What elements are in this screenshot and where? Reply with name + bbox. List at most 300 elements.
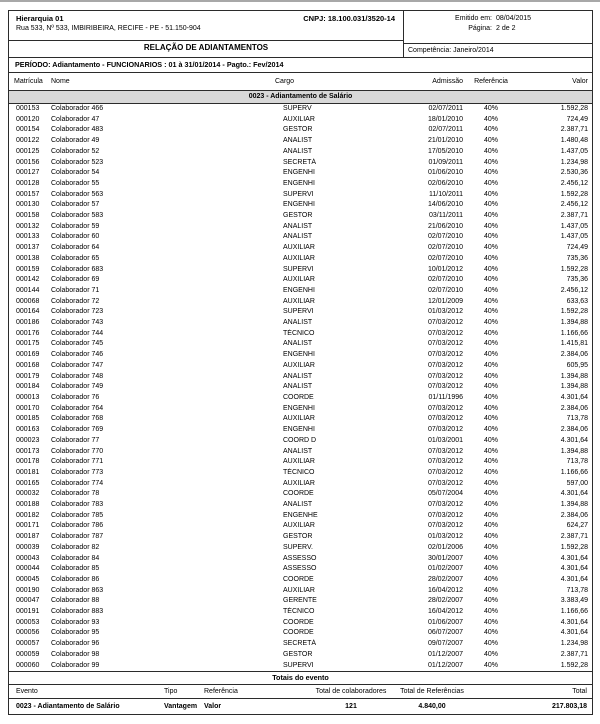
cell-valor: 1.394,88 <box>560 501 588 509</box>
cell-matricula: 000178 <box>16 458 40 466</box>
cell-valor: 1.394,88 <box>560 447 588 455</box>
cell-nome: Colaborador 523 <box>51 158 104 166</box>
cell-valor: 4.301,64 <box>560 575 588 583</box>
cell-matricula: 000170 <box>16 404 40 412</box>
cell-admissao: 01/11/1996 <box>428 393 463 401</box>
cell-matricula: 000173 <box>16 447 40 455</box>
cell-referencia: 40% <box>483 608 498 616</box>
cell-valor: 2.387,71 <box>560 212 588 220</box>
table-row <box>9 639 592 650</box>
cell-cargo: ASSESSO <box>283 554 317 562</box>
cell-nome: Colaborador 770 <box>51 447 104 455</box>
cell-referencia: 40% <box>483 115 498 123</box>
cell-valor: 735,36 <box>566 254 588 262</box>
cell-referencia: 40% <box>483 533 498 541</box>
cell-admissao: 28/02/2007 <box>427 575 463 583</box>
cell-matricula: 000142 <box>16 276 40 284</box>
cell-valor: 1.415,81 <box>560 340 588 348</box>
cell-nome: Colaborador 52 <box>51 147 100 155</box>
cell-valor: 713,78 <box>566 586 588 594</box>
table-row <box>9 254 592 265</box>
cell-cargo: COORDE <box>283 575 314 583</box>
table-row <box>9 511 592 522</box>
company-cnpj: CNPJ: 18.100.031/3520-14 <box>303 14 395 23</box>
totals-col-total-referencias: Total de Referências <box>399 685 499 699</box>
table-row <box>9 414 592 425</box>
cell-nome: Colaborador 787 <box>51 533 104 541</box>
cell-cargo: SUPERVI <box>283 661 314 669</box>
cell-valor: 2.387,71 <box>560 533 588 541</box>
cell-referencia: 40% <box>483 297 498 305</box>
cell-cargo: AUXILIAR <box>283 297 315 305</box>
table-row <box>9 404 592 415</box>
table-row <box>9 115 592 126</box>
cell-valor: 1.394,88 <box>560 383 588 391</box>
page-number: 2 de 2 <box>496 25 516 32</box>
cell-cargo: SECRETÁ <box>283 158 317 166</box>
cell-cargo: AUXILIAR <box>283 276 315 284</box>
cell-referencia: 40% <box>483 126 498 134</box>
cell-matricula: 000045 <box>16 575 40 583</box>
cell-matricula: 000122 <box>16 137 40 145</box>
cell-matricula: 000057 <box>16 640 40 648</box>
totals-col-tipo: Tipo <box>157 685 197 699</box>
cell-cargo: GERENTE <box>283 597 317 605</box>
cell-valor: 2.387,71 <box>560 650 588 658</box>
cell-admissao: 07/03/2012 <box>427 458 463 466</box>
totals-title: Totais do evento <box>9 671 592 685</box>
cell-matricula: 000158 <box>16 212 40 220</box>
cell-nome: Colaborador 769 <box>51 426 104 434</box>
cell-referencia: 40% <box>483 575 498 583</box>
cell-nome: Colaborador 723 <box>51 308 104 316</box>
col-header-cargo: Cargo <box>267 73 355 91</box>
cell-matricula: 000186 <box>16 319 40 327</box>
table-row <box>9 222 592 233</box>
table-row <box>9 104 592 115</box>
header-left-section <box>9 11 404 57</box>
cell-matricula: 000191 <box>16 608 40 616</box>
cell-valor: 605,95 <box>566 361 588 369</box>
totals-colaboradores-value: 121 <box>345 703 357 711</box>
totals-col-referencia: Referência <box>197 685 247 699</box>
cell-cargo: TÉCNICO <box>283 468 315 476</box>
cell-matricula: 000163 <box>16 426 40 434</box>
cell-valor: 2.384,06 <box>560 511 588 519</box>
cell-matricula: 000053 <box>16 618 40 626</box>
cell-cargo: SUPERVI <box>283 190 314 198</box>
cell-nome: Colaborador 96 <box>51 640 100 648</box>
cell-cargo: AUXILIAR <box>283 115 315 123</box>
cell-nome: Colaborador 84 <box>51 554 100 562</box>
cell-admissao: 07/03/2012 <box>427 361 463 369</box>
cell-matricula: 000181 <box>16 468 40 476</box>
cell-referencia: 40% <box>483 212 498 220</box>
cell-cargo: AUXILIAR <box>283 458 315 466</box>
cell-admissao: 30/01/2007 <box>427 554 463 562</box>
cell-matricula: 000168 <box>16 361 40 369</box>
cell-referencia: 40% <box>483 147 498 155</box>
cell-admissao: 05/07/2004 <box>427 490 463 498</box>
cell-valor: 1.437,05 <box>560 233 588 241</box>
cell-valor: 2.384,06 <box>560 426 588 434</box>
cell-admissao: 01/12/2007 <box>427 650 463 658</box>
cell-referencia: 40% <box>483 201 498 209</box>
cell-cargo: AUXILIAR <box>283 415 315 423</box>
cell-referencia: 40% <box>483 137 498 145</box>
cell-referencia: 40% <box>483 254 498 262</box>
cell-admissao: 03/11/2011 <box>429 212 463 220</box>
cell-matricula: 000171 <box>16 522 40 530</box>
cell-referencia: 40% <box>483 372 498 380</box>
cell-matricula: 000182 <box>16 511 40 519</box>
cell-nome: Colaborador 745 <box>51 340 104 348</box>
cell-nome: Colaborador 49 <box>51 137 100 145</box>
cell-matricula: 000138 <box>16 254 40 262</box>
cell-valor: 2.456,12 <box>560 201 588 209</box>
cell-valor: 1.592,28 <box>560 190 588 198</box>
cell-nome: Colaborador 99 <box>51 661 100 669</box>
cell-matricula: 000165 <box>16 479 40 487</box>
cell-referencia: 40% <box>483 383 498 391</box>
cell-cargo: ENGENHE <box>283 511 318 519</box>
cell-referencia: 40% <box>483 565 498 573</box>
cell-matricula: 000032 <box>16 490 40 498</box>
cell-matricula: 000187 <box>16 533 40 541</box>
cell-nome: Colaborador 95 <box>51 629 100 637</box>
cell-admissao: 07/03/2012 <box>427 383 463 391</box>
cell-admissao: 02/07/2011 <box>428 126 463 134</box>
cell-cargo: ANALIST <box>283 372 313 380</box>
cell-cargo: ANALIST <box>283 147 313 155</box>
cell-admissao: 02/07/2010 <box>427 244 463 252</box>
cell-cargo: COORD D <box>283 436 317 444</box>
cell-admissao: 02/07/2011 <box>428 105 463 112</box>
cell-referencia: 40% <box>483 468 498 476</box>
table-row <box>9 425 592 436</box>
cell-matricula: 000125 <box>16 147 40 155</box>
table-row <box>9 211 592 222</box>
cell-cargo: GESTOR <box>283 212 313 220</box>
cell-admissao: 11/10/2011 <box>429 190 463 198</box>
page-label: Página: <box>468 25 492 32</box>
table-row <box>9 232 592 243</box>
table-row <box>9 361 592 372</box>
cell-nome: Colaborador 93 <box>51 618 100 626</box>
cell-matricula: 000133 <box>16 233 40 241</box>
cell-cargo: COORDE <box>283 629 314 637</box>
cell-cargo: AUXILIAR <box>283 254 315 262</box>
cell-valor: 3.383,49 <box>560 597 588 605</box>
totals-referencia-value: Valor <box>204 703 222 711</box>
event-section-title: 0023 - Adiantamento de Salário <box>9 91 592 104</box>
emission-block <box>404 11 592 44</box>
cell-referencia: 40% <box>483 479 498 487</box>
cell-admissao: 07/03/2012 <box>427 372 463 380</box>
table-row <box>9 200 592 211</box>
table-row <box>9 286 592 297</box>
cell-nome: Colaborador 771 <box>51 458 104 466</box>
cell-cargo: TÉCNICO <box>283 329 315 337</box>
cell-admissao: 02/07/2010 <box>427 233 463 241</box>
cell-cargo: ANALIST <box>283 137 313 145</box>
cell-nome: Colaborador 747 <box>51 361 104 369</box>
table-row <box>9 479 592 490</box>
table-row <box>9 329 592 340</box>
cell-referencia: 40% <box>483 618 498 626</box>
cell-nome: Colaborador 59 <box>51 222 100 230</box>
cell-referencia: 40% <box>483 597 498 605</box>
cell-admissao: 01/03/2012 <box>427 533 463 541</box>
cell-admissao: 17/05/2010 <box>427 147 463 155</box>
cell-valor: 4.301,64 <box>560 618 588 626</box>
cell-referencia: 40% <box>483 586 498 594</box>
totals-col-total: Total <box>499 685 592 699</box>
cell-referencia: 40% <box>483 158 498 166</box>
cell-cargo: ASSESSO <box>283 565 317 573</box>
cell-cargo: SUPERVI <box>283 265 314 273</box>
cell-nome: Colaborador 583 <box>51 212 104 220</box>
cell-nome: Colaborador 86 <box>51 575 100 583</box>
cell-cargo: ENGENHI <box>283 426 315 434</box>
col-header-admissao: Admissão <box>355 73 465 91</box>
company-address: Rua 533, Nº 533, IMBIRIBEIRA, RECIFE - PE - 51.150-904 <box>16 25 201 32</box>
cell-admissao: 07/03/2012 <box>427 501 463 509</box>
cell-valor: 713,78 <box>566 458 588 466</box>
cell-valor: 1.166,66 <box>560 468 588 476</box>
cell-valor: 4.301,64 <box>560 490 588 498</box>
cell-nome: Colaborador 57 <box>51 201 100 209</box>
cell-matricula: 000130 <box>16 201 40 209</box>
cell-referencia: 40% <box>483 233 498 241</box>
cell-referencia: 40% <box>483 340 498 348</box>
cell-valor: 1.592,28 <box>560 543 588 551</box>
cell-cargo: ENGENHI <box>283 179 315 187</box>
table-row <box>9 125 592 136</box>
cell-matricula: 000128 <box>16 179 40 187</box>
cell-cargo: AUXILIAR <box>283 586 315 594</box>
cell-admissao: 07/03/2012 <box>427 351 463 359</box>
cell-admissao: 07/03/2012 <box>427 468 463 476</box>
table-row <box>9 339 592 350</box>
table-row <box>9 318 592 329</box>
table-row <box>9 564 592 575</box>
table-row <box>9 307 592 318</box>
cell-cargo: ANALIST <box>283 233 313 241</box>
cell-matricula: 000023 <box>16 436 40 444</box>
cell-valor: 1.394,88 <box>560 372 588 380</box>
cell-nome: Colaborador 744 <box>51 329 104 337</box>
table-header-row <box>9 73 592 91</box>
cell-cargo: ANALIST <box>283 222 313 230</box>
cell-matricula: 000164 <box>16 308 40 316</box>
cell-referencia: 40% <box>483 179 498 187</box>
table-row <box>9 532 592 543</box>
totals-evento-value: 0023 - Adiantamento de Salário <box>16 703 120 711</box>
table-row <box>9 190 592 201</box>
cell-valor: 624,27 <box>566 522 588 530</box>
cell-referencia: 40% <box>483 308 498 316</box>
table-row <box>9 393 592 404</box>
table-row <box>9 436 592 447</box>
cell-valor: 2.384,06 <box>560 351 588 359</box>
cell-nome: Colaborador 54 <box>51 169 100 177</box>
cell-admissao: 01/12/2007 <box>427 661 463 669</box>
cell-matricula: 000060 <box>16 661 40 669</box>
cell-cargo: ANALIST <box>283 340 313 348</box>
cell-nome: Colaborador 88 <box>51 597 100 605</box>
table-row <box>9 168 592 179</box>
cell-valor: 724,49 <box>566 244 588 252</box>
cell-valor: 1.234,98 <box>560 640 588 648</box>
cell-valor: 597,00 <box>566 479 588 487</box>
cell-referencia: 40% <box>483 543 498 551</box>
cell-cargo: COORDE <box>283 490 314 498</box>
cell-referencia: 40% <box>483 393 498 401</box>
cell-referencia: 40% <box>483 276 498 284</box>
cell-matricula: 000159 <box>16 265 40 273</box>
cell-referencia: 40% <box>483 329 498 337</box>
cell-referencia: 40% <box>483 629 498 637</box>
table-row <box>9 650 592 661</box>
cell-cargo: GESTOR <box>283 126 313 134</box>
col-header-valor: Valor <box>517 73 592 91</box>
cell-cargo: SECRETÁ <box>283 640 317 648</box>
cell-nome: Colaborador 72 <box>51 297 100 305</box>
cell-nome: Colaborador 55 <box>51 179 100 187</box>
cell-matricula: 000184 <box>16 383 40 391</box>
cell-admissao: 07/03/2012 <box>427 319 463 327</box>
cell-valor: 2.456,12 <box>560 179 588 187</box>
cell-referencia: 40% <box>483 265 498 273</box>
emitted-label: Emitido em: <box>455 15 492 22</box>
cell-referencia: 40% <box>483 426 498 434</box>
cell-referencia: 40% <box>483 511 498 519</box>
cell-valor: 633,63 <box>566 297 588 305</box>
cell-matricula: 000176 <box>16 329 40 337</box>
table-row <box>9 500 592 511</box>
cell-nome: Colaborador 748 <box>51 372 104 380</box>
cell-valor: 1.437,05 <box>560 147 588 155</box>
cell-referencia: 40% <box>483 415 498 423</box>
cell-referencia: 40% <box>483 447 498 455</box>
cell-valor: 2.384,06 <box>560 404 588 412</box>
cell-valor: 2.530,36 <box>560 169 588 177</box>
employee-rows <box>9 104 592 672</box>
cell-admissao: 21/01/2010 <box>427 137 463 145</box>
cell-admissao: 01/06/2010 <box>427 169 463 177</box>
cell-admissao: 18/01/2010 <box>427 115 463 123</box>
totals-total-referencias-value: 4.840,00 <box>418 703 446 711</box>
table-row <box>9 628 592 639</box>
cell-referencia: 40% <box>483 661 498 669</box>
cell-referencia: 40% <box>483 351 498 359</box>
cell-valor: 1.592,28 <box>560 661 588 669</box>
totals-data-row <box>9 699 592 715</box>
table-row <box>9 265 592 276</box>
company-name: Hierarquia 01 <box>16 14 64 23</box>
cell-nome: Colaborador 683 <box>51 265 104 273</box>
cell-matricula: 000175 <box>16 340 40 348</box>
cell-valor: 1.437,05 <box>560 222 588 230</box>
cell-nome: Colaborador 786 <box>51 522 104 530</box>
cell-valor: 1.592,28 <box>560 105 588 112</box>
cell-referencia: 40% <box>483 169 498 177</box>
window-top-edge <box>0 0 600 2</box>
col-header-referencia: Referência <box>465 73 517 91</box>
cell-nome: Colaborador 65 <box>51 254 100 262</box>
cell-admissao: 07/03/2012 <box>427 415 463 423</box>
cell-valor: 2.387,71 <box>560 126 588 134</box>
cell-cargo: TÉCNICO <box>283 608 315 616</box>
cell-admissao: 06/07/2007 <box>427 629 463 637</box>
cell-cargo: SUPERVI <box>283 308 314 316</box>
cell-valor: 713,78 <box>566 415 588 423</box>
cell-admissao: 07/03/2012 <box>427 511 463 519</box>
cell-referencia: 40% <box>483 501 498 509</box>
cell-matricula: 000137 <box>16 244 40 252</box>
cell-nome: Colaborador 746 <box>51 351 104 359</box>
cell-cargo: AUXILIAR <box>283 361 315 369</box>
table-row <box>9 596 592 607</box>
cell-matricula: 000185 <box>16 415 40 423</box>
cell-matricula: 000153 <box>16 105 40 112</box>
cell-nome: Colaborador 863 <box>51 586 104 594</box>
cell-cargo: AUXILIAR <box>283 479 315 487</box>
cell-admissao: 07/03/2012 <box>427 340 463 348</box>
table-row <box>9 158 592 169</box>
cell-matricula: 000127 <box>16 169 40 177</box>
cell-referencia: 40% <box>483 650 498 658</box>
table-row <box>9 382 592 393</box>
cell-nome: Colaborador 64 <box>51 244 100 252</box>
cell-admissao: 07/03/2012 <box>427 404 463 412</box>
cell-matricula: 000144 <box>16 286 40 294</box>
cell-cargo: COORDE <box>283 618 314 626</box>
cell-valor: 4.301,64 <box>560 436 588 444</box>
cell-cargo: ANALIST <box>283 319 313 327</box>
cell-cargo: ENGENHI <box>283 351 315 359</box>
cell-admissao: 02/07/2010 <box>427 254 463 262</box>
cell-valor: 1.480,48 <box>560 137 588 145</box>
cell-matricula: 000013 <box>16 393 40 401</box>
cell-admissao: 16/04/2012 <box>427 608 463 616</box>
cell-admissao: 07/03/2012 <box>427 479 463 487</box>
cell-nome: Colaborador 768 <box>51 415 104 423</box>
table-row <box>9 521 592 532</box>
cell-cargo: ENGENHI <box>283 169 315 177</box>
cell-matricula: 000179 <box>16 372 40 380</box>
cell-nome: Colaborador 773 <box>51 468 104 476</box>
table-row <box>9 372 592 383</box>
table-row <box>9 661 592 672</box>
cell-cargo: GESTOR <box>283 533 313 541</box>
table-row <box>9 297 592 308</box>
cell-nome: Colaborador 764 <box>51 404 104 412</box>
cell-valor: 1.394,88 <box>560 319 588 327</box>
cell-cargo: ENGENHI <box>283 404 315 412</box>
cell-matricula: 000156 <box>16 158 40 166</box>
cell-nome: Colaborador 78 <box>51 490 100 498</box>
cell-referencia: 40% <box>483 554 498 562</box>
cell-referencia: 40% <box>483 436 498 444</box>
cell-admissao: 09/07/2007 <box>427 640 463 648</box>
col-header-matricula: Matrícula <box>9 73 51 91</box>
company-block <box>9 11 403 41</box>
cell-matricula: 000044 <box>16 565 40 573</box>
cell-admissao: 07/03/2012 <box>427 426 463 434</box>
cell-matricula: 000154 <box>16 126 40 134</box>
